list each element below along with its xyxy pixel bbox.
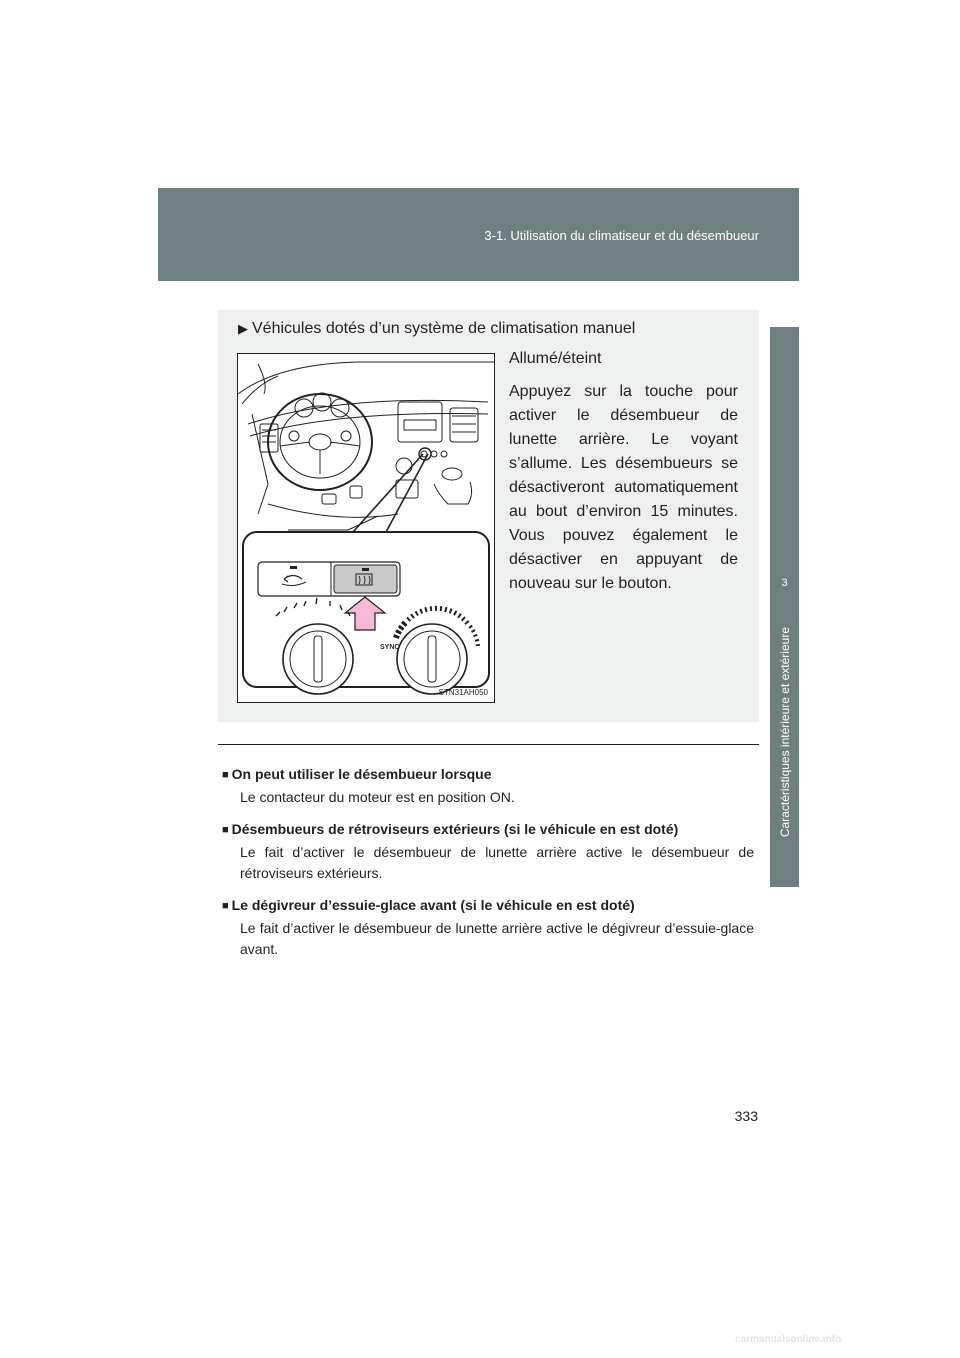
square-bullet-icon: ■ <box>222 900 229 912</box>
note-heading-text: Le dégivreur d’essuie-glace avant (si le véhicule en est doté) <box>231 897 635 913</box>
chapter-label-wrap <box>772 627 798 887</box>
chapter-label: Caractéristiques intérieure et extérieure <box>778 627 792 838</box>
chapter-section-title: 3-1. Utilisation du climatiseur et du désembueur <box>484 228 759 243</box>
square-bullet-icon: ■ <box>222 769 229 781</box>
onoff-description <box>509 347 738 596</box>
onoff-title: Allumé/éteint <box>509 350 602 367</box>
sync-label: SYNC <box>380 644 400 651</box>
note-body: Le fait d’activer le désembueur de lunette arrière active le désembueur de rétroviseurs extérieurs. <box>240 844 754 881</box>
notes-list <box>222 764 754 971</box>
note-heading <box>222 764 754 786</box>
note-heading <box>222 895 754 917</box>
note-heading-text: Désembueurs de rétroviseurs extérieurs (si le véhicule en est doté) <box>231 821 679 837</box>
square-bullet-icon: ■ <box>222 824 229 836</box>
note-body: Le contacteur du moteur est en position ON. <box>240 789 515 805</box>
dashboard-illustration <box>237 353 495 703</box>
page-number: 333 <box>734 1108 758 1124</box>
watermark: carmanualsonline.info <box>735 1334 842 1345</box>
chapter-side-tab <box>770 327 799 887</box>
note-item <box>222 819 754 884</box>
triangle-arrow-icon: ▶ <box>238 321 248 336</box>
dashboard-drawing <box>238 354 494 702</box>
section-divider <box>218 744 759 745</box>
note-heading <box>222 819 754 841</box>
chapter-number: 3 <box>781 577 788 589</box>
box-heading <box>238 320 635 338</box>
note-body: Le fait d’activer le désembueur de lunette arrière active le dégivreur d’essuie-glace avant. <box>240 920 754 957</box>
chapter-header-band <box>158 188 799 281</box>
illustration-code: STN31AH050 <box>438 688 488 697</box>
note-heading-text: On peut utiliser le désembueur lorsque <box>231 766 492 782</box>
box-heading-text: Véhicules dotés d’un système de climatisation manuel <box>252 320 636 337</box>
onoff-body: Appuyez sur la touche pour activer le désembueur de lunette arrière. Le voyant s’allume. Les désembueurs se désactiveront automatiquement au bout d’environ 15 minutes. Vous pouvez également le désactiver en appuyant de nouveau sur le bouton. <box>509 383 738 592</box>
note-item <box>222 764 754 808</box>
note-item <box>222 895 754 960</box>
